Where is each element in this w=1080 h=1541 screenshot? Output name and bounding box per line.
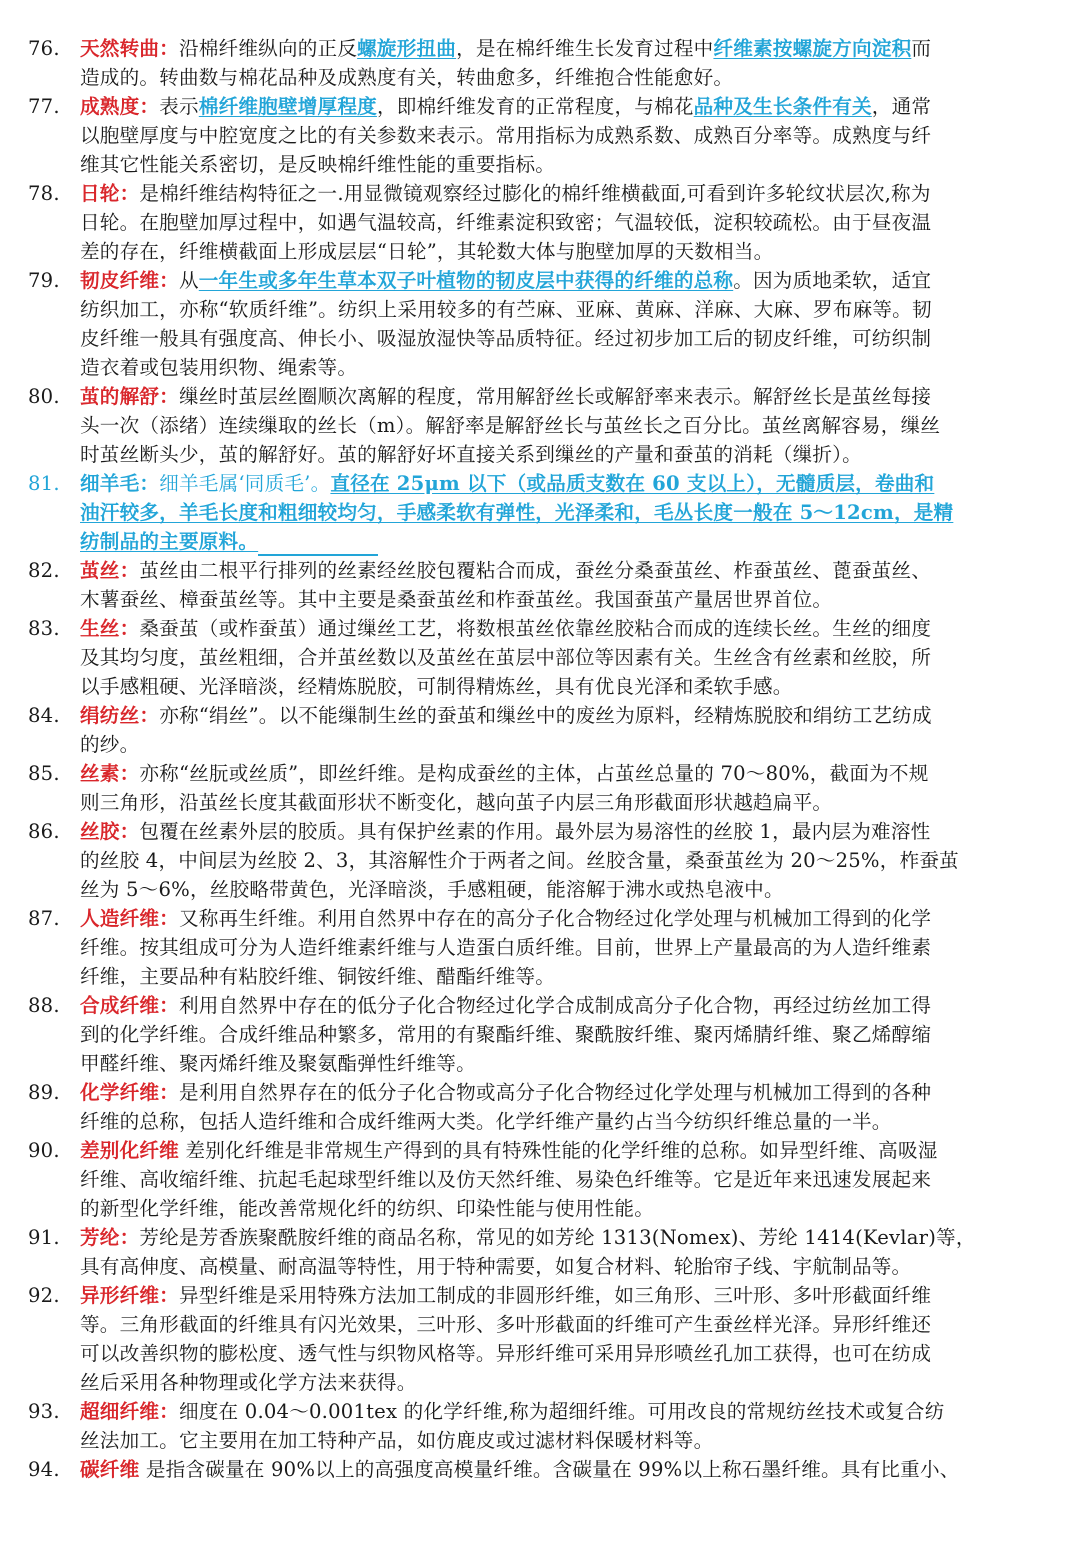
body-text: 亦称“绢丝”。以不能缫制生丝的蚕茧和缫丝中的废丝为原料，经精炼脱胶和绢纺工艺纺成: [159, 704, 932, 727]
entry-line: [0, 1223, 1080, 1252]
body-text: 可以改善织物的膨松度、透气性与织物风格等。异形纤维可采用异形喷丝孔加工获得，也可在纺成: [80, 1342, 932, 1365]
entry-text: [80, 1223, 1050, 1252]
glossary-entry: [0, 1397, 1080, 1455]
entry-line: [0, 759, 1080, 788]
entry-line: [0, 353, 1080, 382]
body-text: 造成的。转曲数与棉花品种及成熟度有关，转曲愈多，纤维抱合性能愈好。: [80, 66, 734, 89]
entry-term: 韧皮纤维：: [80, 269, 179, 292]
glossary-entry: [0, 614, 1080, 701]
entry-text: [80, 788, 1050, 817]
entry-line: [0, 817, 1080, 846]
entry-number: 94.: [28, 1458, 60, 1481]
entry-line: [0, 208, 1080, 237]
entry-text: [80, 643, 1050, 672]
entry-text: [80, 382, 1050, 411]
entry-text: [80, 266, 1050, 295]
entry-text: [80, 730, 1050, 759]
entry-number: 83.: [28, 617, 60, 640]
entry-text: [80, 1049, 1050, 1078]
entry-line: [0, 875, 1080, 904]
body-text: 桑蚕茧（或柞蚕茧）通过缫丝工艺，将数根茧丝依靠丝胶粘合而成的连续长丝。生丝的细度: [139, 617, 932, 640]
entry-line: [0, 237, 1080, 266]
highlighted-phrase: 棉纤维胞壁增厚程度: [198, 95, 377, 118]
entry-number: 92.: [28, 1284, 60, 1307]
entry-text: [80, 962, 1050, 991]
entry-number: 89.: [28, 1081, 60, 1104]
body-text: 以手感粗硬、光泽暗淡，经精炼脱胶，可制得精炼丝，具有优良光泽和柔软手感。: [80, 675, 793, 698]
entry-term: 丝胶：: [80, 820, 140, 843]
entry-line: [0, 63, 1080, 92]
entry-text: [80, 440, 1050, 469]
entry-line: [0, 1194, 1080, 1223]
entry-number: 78.: [28, 182, 60, 205]
body-text: 以胞壁厚度与中腔宽度之比的有关参数来表示。常用指标为成熟系数、成熟百分率等。成熟度与纤: [80, 124, 932, 147]
entry-text: [80, 585, 1050, 614]
glossary-entry: [0, 92, 1080, 179]
body-text: 是棉纤维结构特征之一.用显微镜观察经过膨化的棉纤维横截面,可看到许多轮纹状层次,称为: [139, 182, 931, 205]
body-text: 头一次（添绪）连续缫取的丝长（m）。解舒率是解舒丝长与茧丝长之百分比。茧丝离解容易，缫丝: [80, 414, 941, 437]
entry-text: [80, 1426, 1050, 1455]
body-text: ，通常: [871, 95, 932, 118]
entry-text: [80, 1194, 1050, 1223]
entry-number: 93.: [28, 1400, 60, 1423]
body-text: 到的化学纤维。合成纤维品种繁多，常用的有聚酯纤维、聚酰胺纤维、聚丙烯腈纤维、聚乙烯醇缩: [80, 1023, 932, 1046]
entry-number: 88.: [28, 994, 60, 1017]
highlighted-phrase: 纤维素按螺旋方向淀积: [713, 37, 912, 60]
glossary-entry: [0, 1223, 1080, 1281]
body-text: 及其均匀度，茧丝粗细，合并茧丝数以及茧丝在茧层中部位等因素有关。生丝含有丝素和丝胶，所: [80, 646, 932, 669]
body-text: 纤维、高收缩纤维、抗起毛起球型纤维以及仿天然纤维、易染色纤维等。它是近年来迅速发展起来: [80, 1168, 932, 1191]
body-text: ，即棉纤维发育的正常程度，与棉花: [376, 95, 694, 118]
body-text: 从: [178, 269, 199, 292]
entry-line: [0, 1368, 1080, 1397]
entry-number: 80.: [28, 385, 60, 408]
entry-text: [80, 1397, 1050, 1426]
entry-text: [80, 1165, 1050, 1194]
glossary-entry: [0, 1078, 1080, 1136]
entry-line: [0, 1252, 1080, 1281]
body-text: 造衣着或包装用织物、绳索等。: [80, 356, 358, 379]
body-text: 差的存在，纤维横截面上形成层层“日轮”，其轮数大体与胞壁加厚的天数相当。: [80, 240, 774, 263]
entry-line: [0, 498, 1080, 527]
entry-line: [0, 324, 1080, 353]
entry-term: 人造纤维：: [80, 907, 179, 930]
entry-term: 化学纤维：: [80, 1081, 179, 1104]
entry-line: [0, 1020, 1080, 1049]
entry-text: [80, 1252, 1050, 1281]
body-text: 具有高伸度、高模量、耐高温等特性，用于特种需要，如复合材料、轮胎帘子线、宇航制品等。: [80, 1255, 912, 1278]
highlighted-phrase: 纺制品的主要原料。: [80, 530, 259, 553]
entry-text: [80, 208, 1050, 237]
entry-text: [80, 817, 1050, 846]
entry-text: [80, 846, 1050, 875]
entry-line: [0, 672, 1080, 701]
entry-line: [0, 411, 1080, 440]
entry-text: [80, 237, 1050, 266]
body-text: 沿棉纤维纵向的正反: [178, 37, 358, 60]
entry-line: [0, 788, 1080, 817]
entry-line: [0, 1455, 1080, 1484]
entry-text: [80, 556, 1050, 585]
entry-term: 芳纶：: [80, 1226, 140, 1249]
entry-number: 86.: [28, 820, 60, 843]
entry-term: 碳纤维: [80, 1458, 140, 1481]
entry-line: [0, 295, 1080, 324]
entry-line: [0, 1165, 1080, 1194]
entry-text: [80, 498, 1050, 527]
body-text: 则三角形，沿茧丝长度其截面形状不断变化，越向茧子内层三角形截面形状越趋扁平。: [80, 791, 833, 814]
entry-term: 丝素：: [80, 762, 140, 785]
entry-line: [0, 1310, 1080, 1339]
body-text: 纤维，主要品种有粘胶纤维、铜铵纤维、醋酯纤维等。: [80, 965, 556, 988]
entry-line: [0, 527, 1080, 556]
body-text: 是利用自然界存在的低分子化合物或高分子化合物经过化学处理与机械加工得到的各种: [178, 1081, 932, 1104]
entry-text: [80, 179, 1050, 208]
body-text: 缫丝时茧层丝圈顺次离解的程度，常用解舒丝长或解舒率来表示。解舒丝长是茧丝每接: [178, 385, 932, 408]
entry-line: [0, 1107, 1080, 1136]
body-text: 亦称“丝朊或丝质”，即丝纤维。是构成蚕丝的主体，占茧丝总量的 70～80%，截面为不规: [139, 762, 929, 785]
entry-text: [80, 295, 1050, 324]
entry-line: [0, 150, 1080, 179]
body-text: 而: [911, 37, 932, 60]
entry-term: 天然转曲：: [80, 37, 179, 60]
body-text: 。因为质地柔软，适宜: [733, 269, 932, 292]
entry-line: [0, 34, 1080, 63]
entry-line: [0, 846, 1080, 875]
body-text: 的丝胶 4，中间层为丝胶 2、3，其溶解性介于两者之间。丝胶含量，桑蚕茧丝为 20～25%，柞蚕茧: [80, 849, 959, 872]
highlighted-phrase: 油汗较多，羊毛长度和粗细较均匀，手感柔软有弹性，光泽柔和，毛丛长度一般在 5～12cm，是精: [80, 501, 954, 524]
entry-number: 76.: [28, 37, 60, 60]
entry-term: 茧丝：: [80, 559, 140, 582]
entry-text: [80, 92, 1050, 121]
glossary-entry: [0, 1281, 1080, 1397]
entry-text: [80, 1310, 1050, 1339]
body-text: 维其它性能关系密切，是反映棉纤维性能的重要指标。: [80, 153, 556, 176]
entry-line: [0, 1426, 1080, 1455]
entry-line: [0, 614, 1080, 643]
body-text: 的新型化学纤维，能改善常规化纤的纺织、印染性能与使用性能。: [80, 1197, 655, 1220]
entry-text: [80, 1281, 1050, 1310]
body-text: 纺织加工，亦称“软质纤维”。纺织上采用较多的有苎麻、亚麻、黄麻、洋麻、大麻、罗布麻等。韧: [80, 298, 932, 321]
entry-text: [80, 672, 1050, 701]
entry-text: [80, 933, 1050, 962]
body-text: 时茧丝断头少，茧的解舒好。茧的解舒好坏直接关系到缫丝的产量和蚕茧的消耗（缫折）。: [80, 443, 862, 466]
glossary-entry: [0, 991, 1080, 1078]
entry-text: [80, 701, 1050, 730]
entry-line: [0, 121, 1080, 150]
entry-line: [0, 1078, 1080, 1107]
body-text: 是指含碳量在 90%以上的高强度高模量纤维。含碳量在 99%以上称石墨纤维。具有比重小、: [139, 1458, 960, 1481]
entry-term: 茧的解舒：: [80, 385, 179, 408]
entry-text: [80, 1020, 1050, 1049]
entry-text: [80, 150, 1050, 179]
entry-term: 异形纤维：: [80, 1284, 179, 1307]
entry-line: [0, 730, 1080, 759]
body-text: 皮纤维一般具有强度高、伸长小、吸湿放湿快等品质特征。经过初步加工后的韧皮纤维，可纺织制: [80, 327, 932, 350]
entry-text: [80, 411, 1050, 440]
entry-number: 81.: [28, 472, 60, 495]
entry-term: 绢纺丝：: [80, 704, 160, 727]
entry-text: [80, 904, 1050, 933]
entry-text: [80, 527, 1050, 556]
entry-term: 细羊毛：: [80, 472, 160, 495]
entry-line: [0, 179, 1080, 208]
entry-number: 77.: [28, 95, 60, 118]
body-text: 差别化纤维是非常规生产得到的具有特殊性能的化学纤维的总称。如异型纤维、高吸湿: [178, 1139, 938, 1162]
body-text: 等。三角形截面的纤维具有闪光效果，三叶形、多叶形截面的纤维可产生蚕丝样光泽。异形纤维还: [80, 1313, 932, 1336]
body-text: 表示: [159, 95, 199, 118]
entry-line: [0, 643, 1080, 672]
entry-term: 差别化纤维: [80, 1139, 179, 1162]
entry-text: [80, 1107, 1050, 1136]
body-text: 纤维的总称，包括人造纤维和合成纤维两大类。化学纤维产量约占当今纺织纤维总量的一半。: [80, 1110, 892, 1133]
entry-text: [80, 469, 1050, 498]
entry-number: 87.: [28, 907, 60, 930]
body-text: 细度在 0.04～0.001tex 的化学纤维,称为超细纤维。可用改良的常规纺丝技术或复合纺: [178, 1400, 945, 1423]
entry-number: 90.: [28, 1139, 60, 1162]
entry-line: [0, 469, 1080, 498]
entry-line: [0, 585, 1080, 614]
entry-text: [80, 63, 1050, 92]
entry-text: [80, 1455, 1050, 1484]
entry-text: [80, 614, 1050, 643]
entry-text: [80, 875, 1050, 904]
entry-text: [80, 353, 1050, 382]
entry-line: [0, 991, 1080, 1020]
body-text: 甲醛纤维、聚丙烯纤维及聚氨酯弹性纤维等。: [80, 1052, 476, 1075]
body-text: 包覆在丝素外层的胶质。具有保护丝素的作用。最外层为易溶性的丝胶 1，最内层为难溶性: [139, 820, 931, 843]
entry-line: [0, 1339, 1080, 1368]
entry-text: [80, 1078, 1050, 1107]
entry-line: [0, 382, 1080, 411]
entry-line: [0, 1397, 1080, 1426]
highlighted-phrase: 一年生或多年生草本双子叶植物的韧皮层中获得的纤维的总称: [198, 269, 734, 292]
entry-text: [80, 1339, 1050, 1368]
entry-text: [80, 121, 1050, 150]
body-text: 细羊毛属‘同质毛’。: [159, 472, 331, 495]
glossary-entry: [0, 266, 1080, 382]
highlighted-phrase: 品种及生长条件有关: [693, 95, 872, 118]
body-text: 异型纤维是采用特殊方法加工制成的非圆形纤维，如三角形、三叶形、多叶形截面纤维: [178, 1284, 932, 1307]
entry-line: [0, 1136, 1080, 1165]
highlighted-phrase: 直径在 25μm 以下（或品质支数在 60 支以上），无髓质层，卷曲和: [330, 472, 935, 495]
entry-text: [80, 991, 1050, 1020]
entry-number: 79.: [28, 269, 60, 292]
glossary-entry: [0, 759, 1080, 817]
entry-line: [0, 1049, 1080, 1078]
entry-line: [0, 933, 1080, 962]
glossary-document: [0, 34, 1080, 1484]
entry-text: [80, 1136, 1050, 1165]
entry-text: [80, 324, 1050, 353]
body-text: 丝为 5～6%，丝胶略带黄色，光泽暗淡，手感粗硬，能溶解于沸水或热皂液中。: [80, 878, 784, 901]
entry-line: [0, 701, 1080, 730]
glossary-entry: [0, 1136, 1080, 1223]
glossary-entry: [0, 556, 1080, 614]
body-text: ，是在棉纤维生长发育过程中: [456, 37, 714, 60]
body-text: 木薯蚕丝、樟蚕茧丝等。其中主要是桑蚕茧丝和柞蚕茧丝。我国蚕茧产量居世界首位。: [80, 588, 833, 611]
glossary-entry: [0, 469, 1080, 556]
body-text: 纤维。按其组成可分为人造纤维素纤维与人造蛋白质纤维。目前，世界上产量最高的为人造纤维素: [80, 936, 932, 959]
body-text: 丝法加工。它主要用在加工特种产品，如仿鹿皮或过滤材料保暖材料等。: [80, 1429, 714, 1452]
entry-number: 82.: [28, 559, 60, 582]
entry-line: [0, 904, 1080, 933]
entry-line: [0, 92, 1080, 121]
body-text: 又称再生纤维。利用自然界中存在的高分子化合物经过化学处理与机械加工得到的化学: [178, 907, 932, 930]
body-text: 利用自然界中存在的低分子化合物经过化学合成制成高分子化合物，再经过纺丝加工得: [178, 994, 932, 1017]
entry-text: [80, 759, 1050, 788]
glossary-entry: [0, 34, 1080, 92]
entry-line: [0, 440, 1080, 469]
entry-term: 超细纤维：: [80, 1400, 179, 1423]
body-text: 日轮。在胞壁加厚过程中，如遇气温较高，纤维素淀积致密；气温较低，淀积较疏松。由于昼夜温: [80, 211, 932, 234]
glossary-entry: [0, 817, 1080, 904]
highlighted-phrase: 螺旋形扭曲: [357, 37, 457, 60]
entry-line: [0, 1281, 1080, 1310]
entry-line: [0, 556, 1080, 585]
body-text: 丝后采用各种物理或化学方法来获得。: [80, 1371, 417, 1394]
entry-line: [0, 962, 1080, 991]
glossary-entry: [0, 179, 1080, 266]
underline-extension: [258, 532, 378, 556]
entry-number: 91.: [28, 1226, 60, 1249]
glossary-entry: [0, 701, 1080, 759]
glossary-entry: [0, 382, 1080, 469]
entry-term: 生丝：: [80, 617, 140, 640]
body-text: 的纱。: [80, 733, 140, 756]
entry-term: 成熟度：: [80, 95, 160, 118]
glossary-entry: [0, 1455, 1080, 1484]
entry-term: 合成纤维：: [80, 994, 179, 1017]
entry-text: [80, 1368, 1050, 1397]
body-text: 芳纶是芳香族聚酰胺纤维的商品名称，常见的如芳纶 1313(Nomex)、芳纶 1414(Kevlar)等，: [139, 1226, 976, 1249]
entry-line: [0, 266, 1080, 295]
glossary-entry: [0, 904, 1080, 991]
entry-text: [80, 34, 1050, 63]
entry-number: 85.: [28, 762, 60, 785]
entry-term: 日轮：: [80, 182, 140, 205]
body-text: 茧丝由二根平行排列的丝素经丝胶包覆粘合而成，蚕丝分桑蚕茧丝、柞蚕茧丝、蓖蚕茧丝、: [139, 559, 932, 582]
entry-number: 84.: [28, 704, 60, 727]
